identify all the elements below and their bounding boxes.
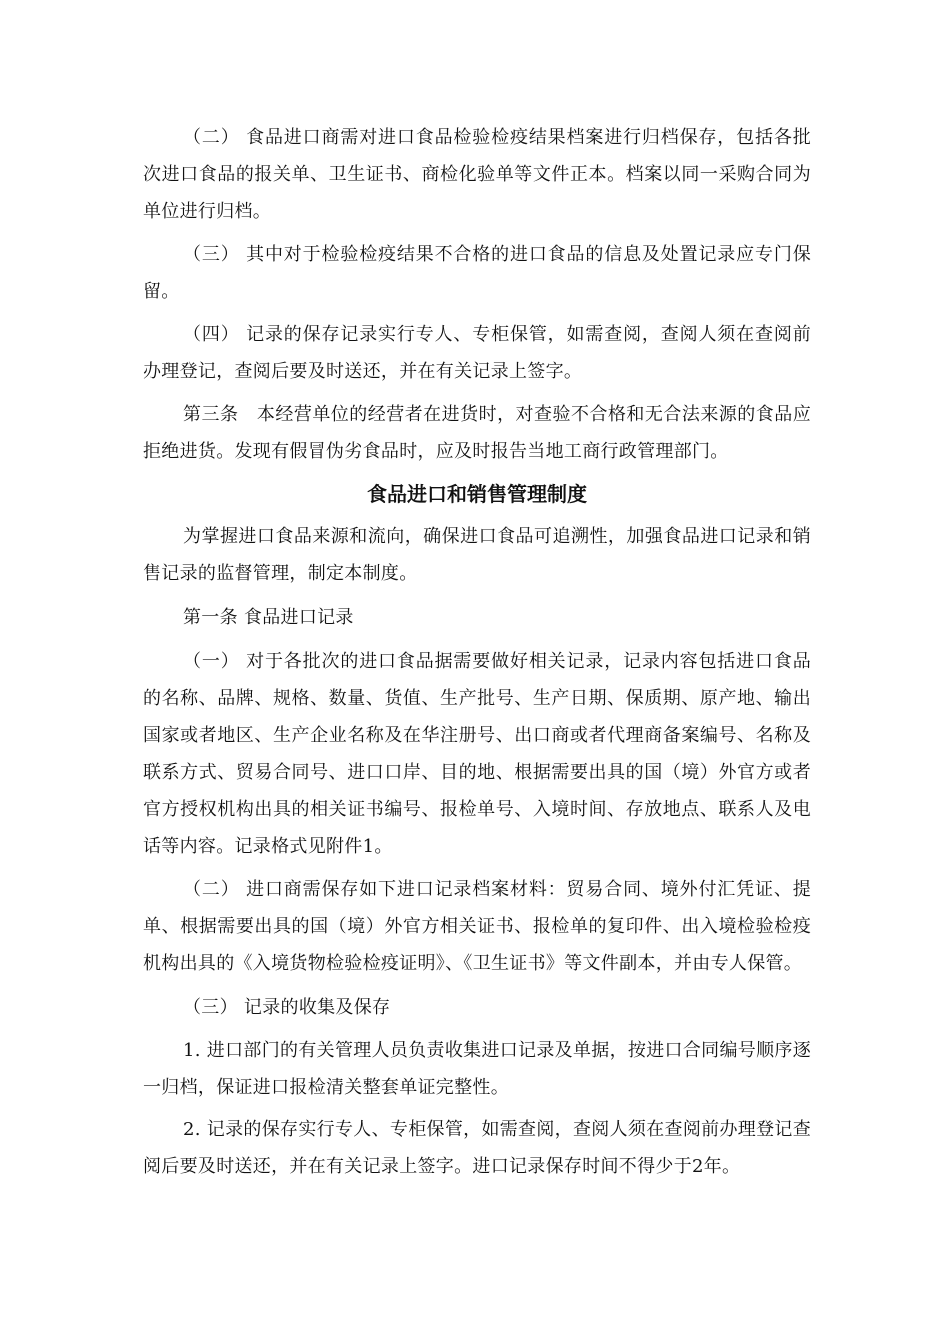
paragraph-article-three: 第三条 本经营单位的经营者在进货时，对查验不合格和无合法来源的食品应拒绝进货。发现有假冒伪劣食品时，应及时报告当地工商行政管理部门。 (143, 404, 811, 462)
paragraph-purpose: 为掌握进口食品来源和流向，确保进口食品可追溯性，加强食品进口记录和销售记录的监督管理，制定本制度。 (143, 526, 811, 584)
paragraph-collection-heading: （三） 记录的收集及保存 (183, 997, 391, 1018)
paragraph-item-one: 1. 进口部门的有关管理人员负责收集进口记录及单据，按进口合同编号顺序逐一归档，保证进口报检清关整套单证完整性。 (143, 1040, 811, 1098)
paragraph-article-one-heading: 第一条 食品进口记录 (183, 607, 354, 628)
paragraph-unqualified-records: （三） 其中对于检验检疫结果不合格的进口食品的信息及处置记录应专门保留。 (143, 244, 811, 302)
paragraph-archive-materials: （二） 进口商需保存如下进口记录档案材料：贸易合同、境外付汇凭证、提单、根据需要出具的国（境）外官方相关证书、报检单的复印件、出入境检验检疫机构出具的《入境货物检验检疫证明》、《卫生证书》等文件副本，并由专人保管。 (143, 879, 811, 974)
paragraph-archive-results: （二） 食品进口商需对进口食品检验检疫结果档案进行归档保存，包括各批次进口食品的报关单、卫生证书、商检化验单等文件正本。档案以同一采购合同为单位进行归档。 (143, 127, 811, 222)
paragraph-import-record-contents: （一） 对于各批次的进口食品据需要做好相关记录，记录内容包括进口食品的名称、品牌、规格、数量、货值、生产批号、生产日期、保质期、原产地、输出国家或者地区、生产企业名称及在华注册号、出口商或者代理商备案编号、名称及联系方式、贸易合同号、进口口岸、目的地、根据需要出具的国（境）外官方或者官方授权机构出具的相关证书编号、报检单号、入境时间、存放地点、联系人及电话等内容。记录格式见附件1。 (143, 651, 811, 857)
paragraph-record-custody: （四） 记录的保存记录实行专人、专柜保管，如需查阅，查阅人须在查阅前办理登记，查阅后要及时送还，并在有关记录上签字。 (143, 324, 811, 382)
section-title: 食品进口和销售管理制度 (367, 482, 587, 506)
paragraph-item-two: 2. 记录的保存实行专人、专柜保管，如需查阅，查阅人须在查阅前办理登记查阅后要及时送还，并在有关记录上签字。进口记录保存时间不得少于2年。 (143, 1119, 811, 1177)
